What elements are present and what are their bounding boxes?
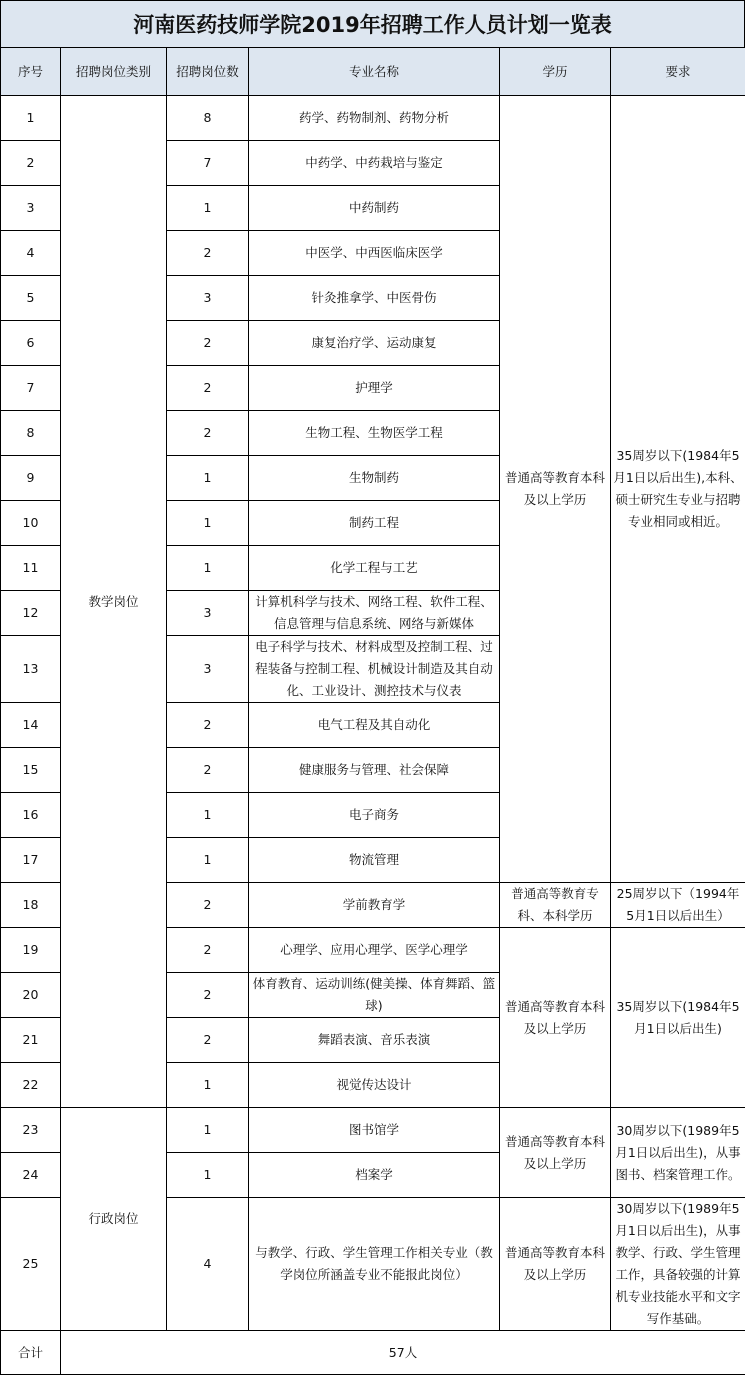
count-cell: 1: [167, 1108, 249, 1153]
count-cell: 1: [167, 186, 249, 231]
major-cell: 电子科学与技术、材料成型及控制工程、过程装备与控制工程、机械设计制造及其自动化、工业设计、测控技术与仪表: [249, 636, 500, 703]
major-cell: 档案学: [249, 1153, 500, 1198]
count-cell: 1: [167, 546, 249, 591]
header-education: 学历: [500, 48, 611, 96]
header-seq: 序号: [1, 48, 61, 96]
count-cell: 2: [167, 883, 249, 928]
major-cell: 视觉传达设计: [249, 1063, 500, 1108]
major-cell: 护理学: [249, 366, 500, 411]
total-value: 57人: [61, 1331, 745, 1375]
major-cell: 健康服务与管理、社会保障: [249, 748, 500, 793]
header-category: 招聘岗位类别: [61, 48, 167, 96]
header-major: 专业名称: [249, 48, 500, 96]
count-cell: 2: [167, 973, 249, 1018]
count-cell: 7: [167, 141, 249, 186]
requirement-cell: 30周岁以下(1989年5月1日以后出生)，从事图书、档案管理工作。: [611, 1108, 745, 1198]
major-cell: 中药制药: [249, 186, 500, 231]
seq-cell: 12: [1, 591, 61, 636]
requirement-cell: 35周岁以下(1984年5月1日以后出生): [611, 928, 745, 1108]
requirement-cell: 30周岁以下(1989年5月1日以后出生)，从事教学、行政、学生管理工作，具备较强的计算机专业技能水平和文字写作基础。: [611, 1198, 745, 1331]
seq-cell: 3: [1, 186, 61, 231]
table-row: [1, 96, 745, 141]
seq-cell: 6: [1, 321, 61, 366]
major-cell: 针灸推拿学、中医骨伤: [249, 276, 500, 321]
education-cell: 普通高等教育本科及以上学历: [500, 928, 611, 1108]
seq-cell: 4: [1, 231, 61, 276]
recruitment-table: [0, 47, 745, 1375]
count-cell: 1: [167, 456, 249, 501]
count-cell: 2: [167, 366, 249, 411]
requirement-cell: 35周岁以下(1984年5月1日以后出生),本科、硕士研究生专业与招聘专业相同或相近。: [611, 96, 745, 883]
seq-cell: 23: [1, 1108, 61, 1153]
count-cell: 2: [167, 411, 249, 456]
major-cell: 生物制药: [249, 456, 500, 501]
total-label: 合计: [1, 1331, 61, 1375]
header-count: 招聘岗位数: [167, 48, 249, 96]
major-cell: 图书馆学: [249, 1108, 500, 1153]
major-cell: 化学工程与工艺: [249, 546, 500, 591]
count-cell: 2: [167, 703, 249, 748]
major-cell: 与教学、行政、学生管理工作相关专业（教学岗位所涵盖专业不能报此岗位）: [249, 1198, 500, 1331]
major-cell: 中医学、中西医临床医学: [249, 231, 500, 276]
seq-cell: 22: [1, 1063, 61, 1108]
count-cell: 3: [167, 636, 249, 703]
count-cell: 1: [167, 1063, 249, 1108]
seq-cell: 17: [1, 838, 61, 883]
requirement-cell: 25周岁以下（1994年5月1日以后出生）: [611, 883, 745, 928]
seq-cell: 21: [1, 1018, 61, 1063]
total-row: [1, 1331, 745, 1375]
major-cell: 物流管理: [249, 838, 500, 883]
seq-cell: 9: [1, 456, 61, 501]
count-cell: 2: [167, 748, 249, 793]
count-cell: 2: [167, 321, 249, 366]
seq-cell: 25: [1, 1198, 61, 1331]
count-cell: 1: [167, 501, 249, 546]
count-cell: 4: [167, 1198, 249, 1331]
major-cell: 电子商务: [249, 793, 500, 838]
major-cell: 制药工程: [249, 501, 500, 546]
seq-cell: 10: [1, 501, 61, 546]
major-cell: 药学、药物制剂、药物分析: [249, 96, 500, 141]
education-cell: 普通高等教育本科及以上学历: [500, 1108, 611, 1198]
seq-cell: 13: [1, 636, 61, 703]
seq-cell: 16: [1, 793, 61, 838]
seq-cell: 2: [1, 141, 61, 186]
count-cell: 8: [167, 96, 249, 141]
seq-cell: 19: [1, 928, 61, 973]
count-cell: 1: [167, 793, 249, 838]
major-cell: 电气工程及其自动化: [249, 703, 500, 748]
major-cell: 体育教育、运动训练(健美操、体育舞蹈、篮球): [249, 973, 500, 1018]
seq-cell: 8: [1, 411, 61, 456]
count-cell: 1: [167, 838, 249, 883]
seq-cell: 11: [1, 546, 61, 591]
category-cell-teaching: 教学岗位: [61, 96, 167, 1108]
major-cell: 中药学、中药栽培与鉴定: [249, 141, 500, 186]
seq-cell: 14: [1, 703, 61, 748]
header-row: [1, 48, 745, 96]
education-cell: 普通高等教育本科及以上学历: [500, 1198, 611, 1331]
header-requirement: 要求: [611, 48, 745, 96]
seq-cell: 5: [1, 276, 61, 321]
count-cell: 2: [167, 231, 249, 276]
major-cell: 生物工程、生物医学工程: [249, 411, 500, 456]
seq-cell: 15: [1, 748, 61, 793]
seq-cell: 18: [1, 883, 61, 928]
seq-cell: 7: [1, 366, 61, 411]
count-cell: 2: [167, 928, 249, 973]
major-cell: 学前教育学: [249, 883, 500, 928]
table-row: [1, 1108, 745, 1153]
education-cell: 普通高等教育专科、本科学历: [500, 883, 611, 928]
education-cell: 普通高等教育本科及以上学历: [500, 96, 611, 883]
seq-cell: 20: [1, 973, 61, 1018]
major-cell: 计算机科学与技术、网络工程、软件工程、信息管理与信息系统、网络与新媒体: [249, 591, 500, 636]
seq-cell: 1: [1, 96, 61, 141]
major-cell: 舞蹈表演、音乐表演: [249, 1018, 500, 1063]
page-title: 河南医药技师学院2019年招聘工作人员计划一览表: [0, 0, 745, 48]
seq-cell: 24: [1, 1153, 61, 1198]
count-cell: 3: [167, 591, 249, 636]
count-cell: 3: [167, 276, 249, 321]
category-cell-admin: 行政岗位: [61, 1108, 167, 1331]
major-cell: 心理学、应用心理学、医学心理学: [249, 928, 500, 973]
count-cell: 1: [167, 1153, 249, 1198]
major-cell: 康复治疗学、运动康复: [249, 321, 500, 366]
count-cell: 2: [167, 1018, 249, 1063]
